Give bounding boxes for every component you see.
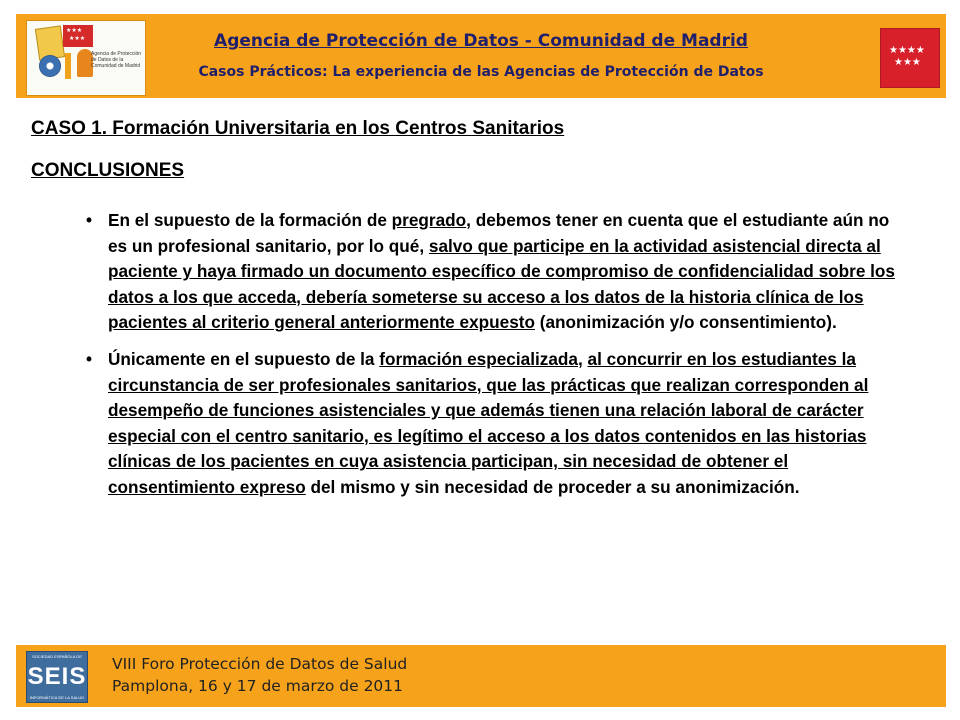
conclusions-list	[86, 208, 901, 512]
seis-logo-bottom: INFORMÁTICA DE LA SALUD	[29, 695, 85, 700]
bullet-text: , debemos tener en cuenta que el estudiante aún no es un profesional sanitario, por lo qué,	[108, 210, 890, 256]
header-subtitle: Casos Prácticos: La experiencia de las Agencias de Protección de Datos	[198, 64, 764, 80]
header-title: Agencia de Protección de Datos - Comunidad de Madrid	[214, 31, 748, 51]
madrid-flag-logo: ★★★★ ★★★	[880, 28, 940, 88]
conclusion-item-especializada	[86, 347, 901, 501]
conclusion-item-pregrado	[86, 208, 901, 336]
agency-logo-caption: Agencia de Protección de Datos de la Comunidad de Madrid	[91, 51, 142, 69]
bullet-text: Únicamente en el supuesto de la	[108, 348, 380, 369]
disc-icon	[39, 55, 61, 77]
agency-logo	[26, 20, 146, 96]
bullet-text: (anonimización y/o consentimiento).	[534, 312, 837, 333]
seis-logo-mark: SEIS	[27, 663, 87, 690]
footer-event-date: Pamplona, 16 y 17 de marzo de 2011	[112, 677, 404, 695]
seis-logo-top: SOCIEDAD ESPAÑOLA DE	[32, 654, 82, 659]
case-title: CASO 1. Formación Universitaria en los Centros Sanitarios	[31, 118, 565, 139]
underlined-text: formación especializada	[379, 348, 578, 369]
footer-event-name: VIII Foro Protección de Datos de Salud	[112, 655, 408, 673]
underlined-text: al concurrir en los estudiantes la circunstancia de ser profesionales sanitarios, que las prácticas que realizan corresponden al desempeño de funciones asistenciales y que además tienen una relación laboral de carácter especial con el centro sanitario, es legítimo el acceso a los datos contenidos en las historias clínicas de los pacientes en cuya asistencia participan, sin necesidad de obtener el consentimiento expreso	[108, 348, 869, 497]
underlined-text: pregrado	[391, 210, 467, 230]
underlined-text: salvo que participe en la actividad asistencial directa al paciente y haya firmado un documento específico de compromiso de confidencialidad sobre los datos a los que acceda, debería someterse su acceso a los datos de la historia clínica de los pacientes al criterio general anteriormente expuesto	[108, 235, 895, 333]
bullet-icon: •	[86, 348, 93, 369]
footer-band	[16, 645, 946, 707]
bullet-text: En el supuesto de la formación de	[108, 210, 392, 230]
footer-text	[112, 653, 407, 697]
header-band	[16, 14, 946, 98]
bullet-text: del mismo y sin necesidad de proceder a su anonimización.	[305, 476, 800, 497]
bullet-text: ,	[577, 348, 588, 369]
conclusions-heading: CONCLUSIONES	[31, 160, 185, 181]
seis-logo	[26, 651, 88, 703]
bar-icon	[65, 53, 71, 79]
madrid-stars-icon: ★★★ ★★★	[63, 25, 93, 47]
bullet-icon: •	[86, 210, 93, 230]
